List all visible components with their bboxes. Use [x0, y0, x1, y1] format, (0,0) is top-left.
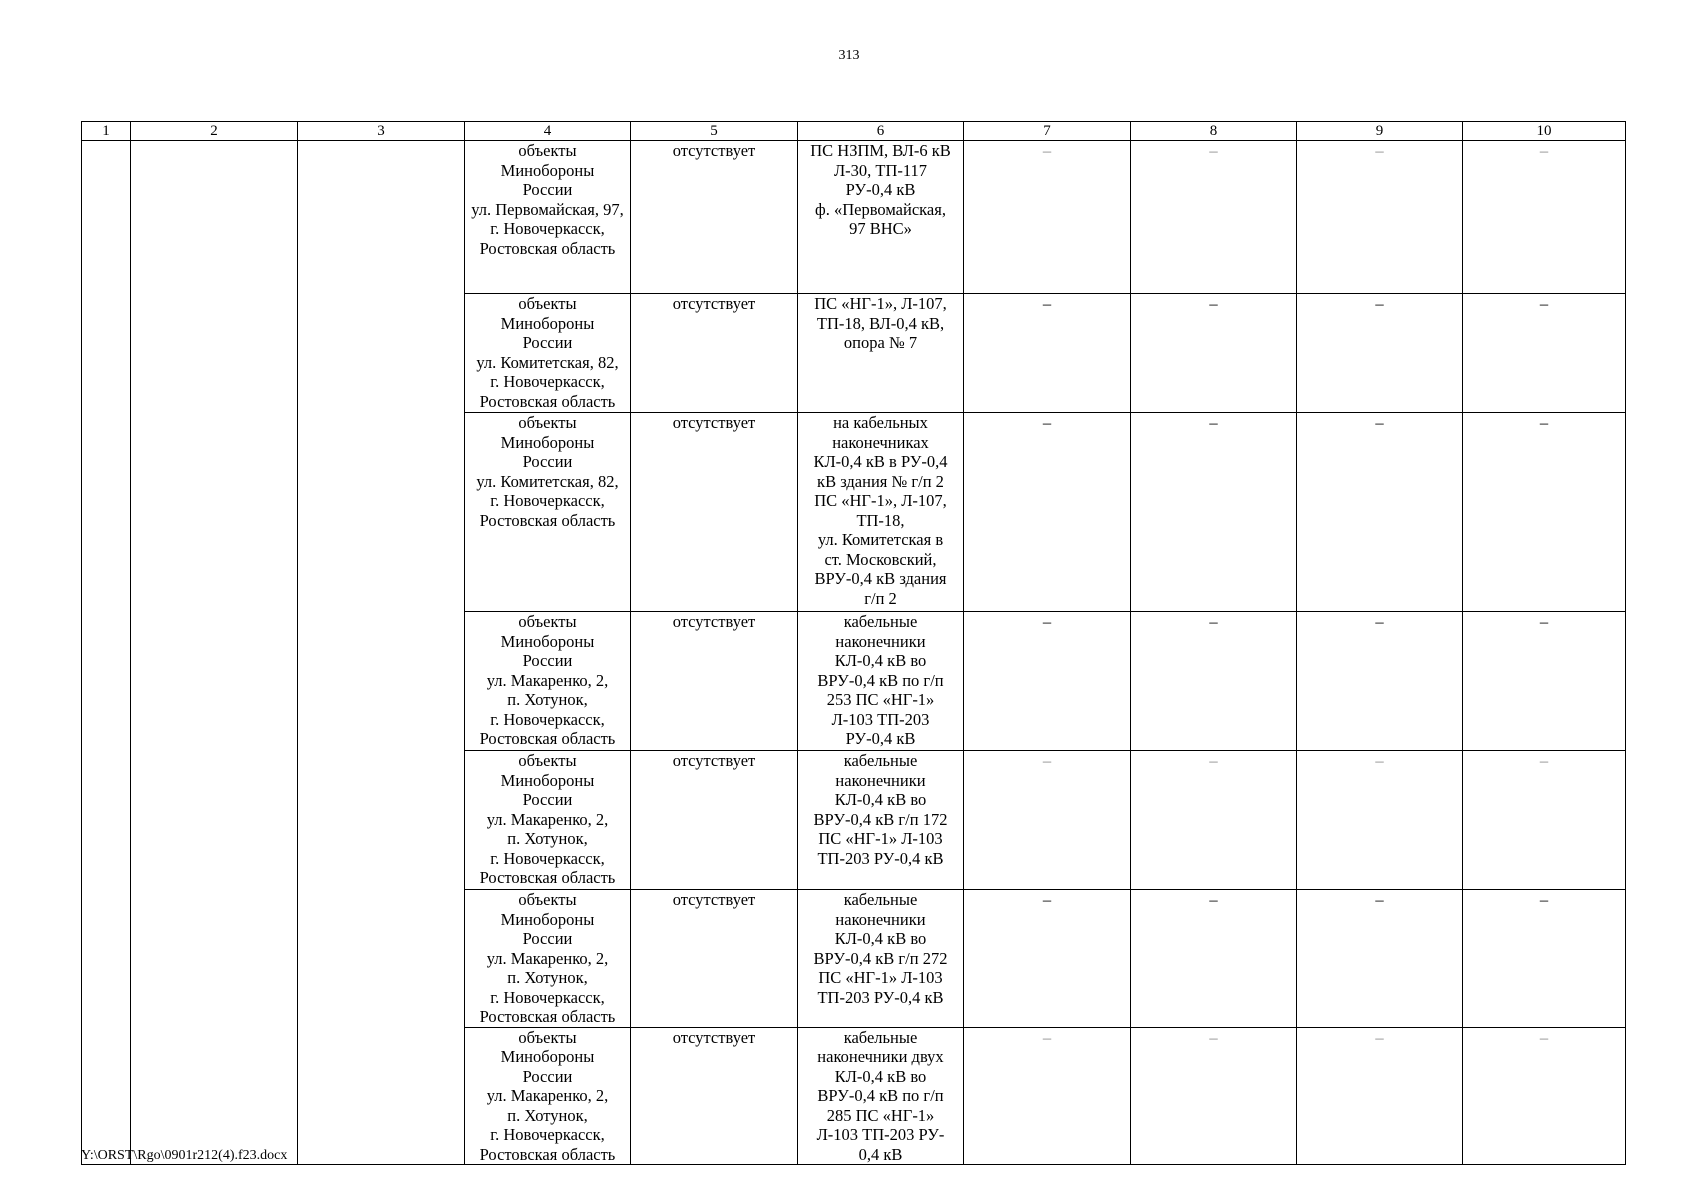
connection-point-cell: кабельные наконечники двух КЛ-0,4 кВ во ВРУ-0,4 кВ по г/п 285 ПС «НГ-1» Л-103 ТП-203 РУ- 0,4 кВ: [798, 1027, 964, 1165]
object-cell: объекты Минобороны России ул. Комитетская, 82, г. Новочеркасск, Ростовская область: [465, 413, 631, 612]
header-cell: 10: [1463, 122, 1626, 141]
page-number: 313: [838, 48, 860, 63]
object-cell: объекты Минобороны России ул. Макаренко, 2, п. Хотунок, г. Новочеркасск, Ростовская область: [465, 612, 631, 751]
connection-point-cell: на кабельных наконечниках КЛ-0,4 кВ в РУ-0,4 кВ здания № г/п 2 ПС «НГ-1», Л-107, ТП-18, ул. Комитетская в ст. Московский, ВРУ-0,4 кВ здания г/п 2: [798, 413, 964, 612]
status-cell: отсутствует: [631, 294, 798, 413]
col3-merged-cell: [298, 141, 465, 1165]
dash-cell: –: [964, 294, 1131, 413]
header-cell: 5: [631, 122, 798, 141]
dash-cell: –: [1463, 890, 1626, 1028]
dash-cell: –: [1463, 141, 1626, 294]
status-cell: отсутствует: [631, 1027, 798, 1165]
connection-point-cell: кабельные наконечники КЛ-0,4 кВ во ВРУ-0,4 кВ г/п 172 ПС «НГ-1» Л-103 ТП-203 РУ-0,4 кВ: [798, 751, 964, 890]
header-cell: 6: [798, 122, 964, 141]
dash-cell: –: [1297, 413, 1463, 612]
dash-cell: –: [1131, 1027, 1297, 1165]
connection-point-cell: кабельные наконечники КЛ-0,4 кВ во ВРУ-0,4 кВ по г/п 253 ПС «НГ-1» Л-103 ТП-203 РУ-0,4 кВ: [798, 612, 964, 751]
dash-cell: –: [1463, 751, 1626, 890]
dash-cell: –: [1131, 294, 1297, 413]
status-cell: отсутствует: [631, 141, 798, 294]
dash-cell: –: [1463, 612, 1626, 751]
dash-cell: –: [964, 890, 1131, 1028]
dash-cell: –: [964, 1027, 1131, 1165]
dash-cell: –: [1463, 294, 1626, 413]
dash-cell: –: [1131, 413, 1297, 612]
object-cell: объекты Минобороны России ул. Первомайская, 97, г. Новочеркасск, Ростовская область: [465, 141, 631, 294]
col1-merged-cell: [82, 141, 131, 1165]
dash-cell: –: [1463, 1027, 1626, 1165]
dash-cell: –: [964, 413, 1131, 612]
header-cell: 2: [131, 122, 298, 141]
status-cell: отсутствует: [631, 751, 798, 890]
dash-cell: –: [1297, 612, 1463, 751]
connection-point-cell: ПС «НГ-1», Л-107, ТП-18, ВЛ-0,4 кВ, опора № 7: [798, 294, 964, 413]
header-row: [82, 122, 1626, 141]
dash-cell: –: [964, 612, 1131, 751]
status-cell: отсутствует: [631, 413, 798, 612]
dash-cell: –: [1131, 890, 1297, 1028]
footer-file-path: Y:\ORST\Rgo\0901r212(4).f23.docx: [81, 1148, 288, 1163]
dash-cell: –: [1297, 294, 1463, 413]
table-row: [82, 141, 1626, 294]
connection-point-cell: ПС НЗПМ, ВЛ-6 кВ Л-30, ТП-117 РУ-0,4 кВ ф. «Первомайская, 97 ВНС»: [798, 141, 964, 294]
header-cell: 3: [298, 122, 465, 141]
header-cell: 4: [465, 122, 631, 141]
header-cell: 8: [1131, 122, 1297, 141]
dash-cell: –: [1297, 890, 1463, 1028]
dash-cell: –: [1131, 751, 1297, 890]
dash-cell: –: [964, 141, 1131, 294]
object-cell: объекты Минобороны России ул. Комитетская, 82, г. Новочеркасск, Ростовская область: [465, 294, 631, 413]
dash-cell: –: [1131, 612, 1297, 751]
status-cell: отсутствует: [631, 890, 798, 1028]
status-cell: отсутствует: [631, 612, 798, 751]
dash-cell: –: [1297, 1027, 1463, 1165]
header-cell: 9: [1297, 122, 1463, 141]
dash-cell: –: [964, 751, 1131, 890]
data-table: [81, 121, 1626, 1165]
object-cell: объекты Минобороны России ул. Макаренко, 2, п. Хотунок, г. Новочеркасск, Ростовская область: [465, 751, 631, 890]
dash-cell: –: [1131, 141, 1297, 294]
object-cell: объекты Минобороны России ул. Макаренко, 2, п. Хотунок, г. Новочеркасск, Ростовская область: [465, 1027, 631, 1165]
header-cell: 1: [82, 122, 131, 141]
dash-cell: –: [1297, 751, 1463, 890]
object-cell: объекты Минобороны России ул. Макаренко, 2, п. Хотунок, г. Новочеркасск, Ростовская область: [465, 890, 631, 1028]
dash-cell: –: [1463, 413, 1626, 612]
connection-point-cell: кабельные наконечники КЛ-0,4 кВ во ВРУ-0,4 кВ г/п 272 ПС «НГ-1» Л-103 ТП-203 РУ-0,4 кВ: [798, 890, 964, 1028]
header-cell: 7: [964, 122, 1131, 141]
col2-merged-cell: [131, 141, 298, 1165]
dash-cell: –: [1297, 141, 1463, 294]
